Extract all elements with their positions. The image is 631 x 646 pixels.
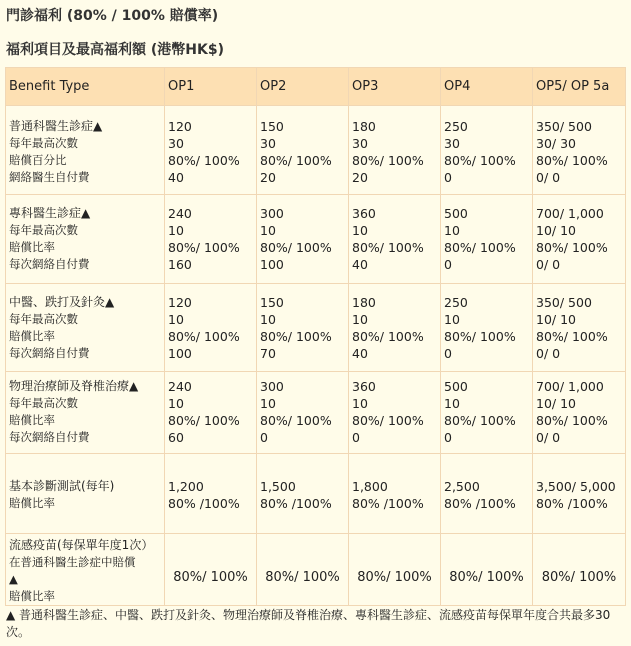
cell-op1 xyxy=(165,372,257,454)
cell-line: 10 xyxy=(352,396,368,411)
label-line: 中醫、跌打及針灸▲ xyxy=(9,295,115,309)
cell-line: 360 xyxy=(352,379,376,394)
cell-line: 70 xyxy=(260,346,276,361)
cell-line: 80%/ 100% xyxy=(536,240,608,255)
table-row xyxy=(6,534,626,606)
cell-op4 xyxy=(441,195,533,284)
cell-line: 2,500 xyxy=(444,479,480,494)
header-op2: OP2 xyxy=(257,68,349,106)
label-line: 賠償比率 xyxy=(9,240,55,254)
label-line: 賠償比率 xyxy=(9,413,55,427)
label-line: 流感疫苗(每保單年度1次） xyxy=(9,538,154,552)
cell-op5 xyxy=(533,106,626,195)
cell-line: 300 xyxy=(260,379,284,394)
cell-line: 80%/ 100% xyxy=(352,413,424,428)
header-benefit-type: Benefit Type xyxy=(6,68,165,106)
cell-op3 xyxy=(349,106,441,195)
label-line: 每年最高次數 xyxy=(9,312,78,326)
header-row xyxy=(6,68,626,106)
cell-line: 0 xyxy=(444,257,452,272)
cell-line: 10 xyxy=(444,312,460,327)
cell-line: 10 xyxy=(168,312,184,327)
table-subtitle: 福利項目及最高福利額 (港幣HK$) xyxy=(6,42,224,58)
label-line: 賠償比率 xyxy=(9,496,55,510)
row-label xyxy=(6,454,165,534)
cell-line: 0 xyxy=(352,430,360,445)
cell-line: 0 xyxy=(444,170,452,185)
cell-line: 10/ 10 xyxy=(536,223,576,238)
benefits-table xyxy=(5,67,626,606)
cell-op2 xyxy=(257,195,349,284)
cell-line: 40 xyxy=(352,257,368,272)
cell-line: 0/ 0 xyxy=(536,257,561,272)
page-title: 門診福利 (80% / 100% 賠償率) xyxy=(6,8,219,24)
label-line: 專科醫生診症▲ xyxy=(9,206,91,220)
cell-line: 1,200 xyxy=(168,479,204,494)
cell-line: 500 xyxy=(444,379,468,394)
cell-op2 xyxy=(257,284,349,372)
cell-op2 xyxy=(257,454,349,534)
cell-line: 10 xyxy=(444,396,460,411)
label-line: 賠償百分比 xyxy=(9,153,67,167)
cell-line: 3,500/ 5,000 xyxy=(536,479,616,494)
cell-line: 160 xyxy=(168,257,192,272)
row-label xyxy=(6,106,165,195)
cell-line: 180 xyxy=(352,119,376,134)
cell-op5: 80%/ 100% xyxy=(533,534,626,606)
cell-op1: 80%/ 100% xyxy=(165,534,257,606)
cell-line: 10/ 10 xyxy=(536,312,576,327)
cell-line: 1,500 xyxy=(260,479,296,494)
cell-line: 150 xyxy=(260,119,284,134)
cell-line: 700/ 1,000 xyxy=(536,379,604,394)
cell-line: 20 xyxy=(352,170,368,185)
cell-line: 40 xyxy=(168,170,184,185)
cell-line: 30 xyxy=(168,136,184,151)
cell-line: 150 xyxy=(260,295,284,310)
cell-line: 350/ 500 xyxy=(536,119,592,134)
cell-line: 80%/ 100% xyxy=(444,240,516,255)
cell-line: 30 xyxy=(260,136,276,151)
cell-op5 xyxy=(533,454,626,534)
label-line: 每年最高次數 xyxy=(9,396,78,410)
cell-op2 xyxy=(257,106,349,195)
cell-line: 80%/ 100% xyxy=(168,329,240,344)
cell-line: 300 xyxy=(260,206,284,221)
cell-line: 0/ 0 xyxy=(536,346,561,361)
cell-line: 100 xyxy=(260,257,284,272)
header-op5: OP5/ OP 5a xyxy=(533,68,626,106)
cell-line: 700/ 1,000 xyxy=(536,206,604,221)
label-line: 每年最高次數 xyxy=(9,136,78,150)
cell-line: 80%/ 100% xyxy=(260,413,332,428)
cell-line: 10 xyxy=(260,396,276,411)
cell-line: 120 xyxy=(168,119,192,134)
cell-line: 250 xyxy=(444,295,468,310)
cell-line: 30/ 30 xyxy=(536,136,576,151)
cell-op2: 80%/ 100% xyxy=(257,534,349,606)
cell-op1 xyxy=(165,106,257,195)
cell-op1 xyxy=(165,195,257,284)
footnote: ▲ 普通科醫生診症、中醫、跌打及針灸、物理治療師及脊椎治療、專科醫生診症、流感疫苗每保單年度合共最多30次。 xyxy=(6,608,611,639)
cell-line: 10 xyxy=(168,223,184,238)
cell-line: 80% /100% xyxy=(536,496,608,511)
cell-line: 500 xyxy=(444,206,468,221)
label-line: 網絡醫生自付費 xyxy=(9,170,90,184)
cell-line: 80%/ 100% xyxy=(260,329,332,344)
cell-op1 xyxy=(165,284,257,372)
cell-line: 80%/ 100% xyxy=(168,153,240,168)
cell-line: 80%/ 100% xyxy=(260,240,332,255)
cell-line: 240 xyxy=(168,379,192,394)
label-line: 每年最高次數 xyxy=(9,223,78,237)
cell-line: 80%/ 100% xyxy=(352,329,424,344)
cell-line: 10 xyxy=(260,312,276,327)
cell-line: 80%/ 100% xyxy=(444,153,516,168)
label-line: ▲ xyxy=(9,572,18,586)
cell-op4 xyxy=(441,284,533,372)
cell-line: 80%/ 100% xyxy=(352,153,424,168)
cell-op3: 80%/ 100% xyxy=(349,534,441,606)
cell-line: 0 xyxy=(260,430,268,445)
cell-line: 0 xyxy=(444,430,452,445)
cell-op3 xyxy=(349,195,441,284)
cell-op4 xyxy=(441,106,533,195)
header-op3: OP3 xyxy=(349,68,441,106)
cell-line: 80%/ 100% xyxy=(352,240,424,255)
row-label xyxy=(6,195,165,284)
cell-line: 80%/ 100% xyxy=(536,153,608,168)
cell-line: 80%/ 100% xyxy=(168,240,240,255)
label-line: 每次網絡自付費 xyxy=(9,430,90,444)
cell-line: 80%/ 100% xyxy=(536,329,608,344)
cell-line: 30 xyxy=(444,136,460,151)
cell-op1 xyxy=(165,454,257,534)
cell-line: 100 xyxy=(168,346,192,361)
cell-line: 1,800 xyxy=(352,479,388,494)
header-op4: OP4 xyxy=(441,68,533,106)
cell-line: 240 xyxy=(168,206,192,221)
label-line: 賠償比率 xyxy=(9,589,55,603)
table-row xyxy=(6,195,626,284)
table-row xyxy=(6,106,626,195)
row-label xyxy=(6,534,165,606)
cell-line: 80%/ 100% xyxy=(444,413,516,428)
cell-op3 xyxy=(349,284,441,372)
label-line: 在普通科醫生診症中賠償 xyxy=(9,555,136,569)
header-op1: OP1 xyxy=(165,68,257,106)
cell-op3 xyxy=(349,454,441,534)
label-line: 每次網絡自付費 xyxy=(9,257,90,271)
cell-line: 180 xyxy=(352,295,376,310)
label-line: 每次網絡自付費 xyxy=(9,346,90,360)
cell-line: 80% /100% xyxy=(168,496,240,511)
table-row xyxy=(6,372,626,454)
cell-op4: 80%/ 100% xyxy=(441,534,533,606)
row-label xyxy=(6,284,165,372)
cell-line: 20 xyxy=(260,170,276,185)
cell-line: 80%/ 100% xyxy=(168,413,240,428)
label-line: 物理治療師及脊椎治療▲ xyxy=(9,379,139,393)
cell-op3 xyxy=(349,372,441,454)
cell-op4 xyxy=(441,454,533,534)
cell-line: 80%/ 100% xyxy=(444,329,516,344)
cell-line: 30 xyxy=(352,136,368,151)
cell-op2 xyxy=(257,372,349,454)
cell-line: 40 xyxy=(352,346,368,361)
cell-line: 10 xyxy=(168,396,184,411)
cell-line: 10 xyxy=(352,312,368,327)
cell-line: 80%/ 100% xyxy=(536,413,608,428)
table-row xyxy=(6,454,626,534)
cell-line: 120 xyxy=(168,295,192,310)
cell-line: 360 xyxy=(352,206,376,221)
cell-line: 10 xyxy=(352,223,368,238)
cell-line: 80%/ 100% xyxy=(260,153,332,168)
cell-op5 xyxy=(533,284,626,372)
cell-line: 0/ 0 xyxy=(536,170,561,185)
cell-op5 xyxy=(533,372,626,454)
cell-op5 xyxy=(533,195,626,284)
row-label xyxy=(6,372,165,454)
cell-line: 10/ 10 xyxy=(536,396,576,411)
cell-line: 250 xyxy=(444,119,468,134)
cell-line: 80% /100% xyxy=(444,496,516,511)
cell-line: 60 xyxy=(168,430,184,445)
cell-line: 0 xyxy=(444,346,452,361)
cell-line: 10 xyxy=(444,223,460,238)
cell-line: 350/ 500 xyxy=(536,295,592,310)
cell-op4 xyxy=(441,372,533,454)
table-row xyxy=(6,284,626,372)
label-line: 基本診斷測試(每年) xyxy=(9,479,115,493)
cell-line: 10 xyxy=(260,223,276,238)
label-line: 普通科醫生診症▲ xyxy=(9,119,103,133)
cell-line: 80% /100% xyxy=(352,496,424,511)
cell-line: 80% /100% xyxy=(260,496,332,511)
label-line: 賠償比率 xyxy=(9,329,55,343)
cell-line: 0/ 0 xyxy=(536,430,561,445)
